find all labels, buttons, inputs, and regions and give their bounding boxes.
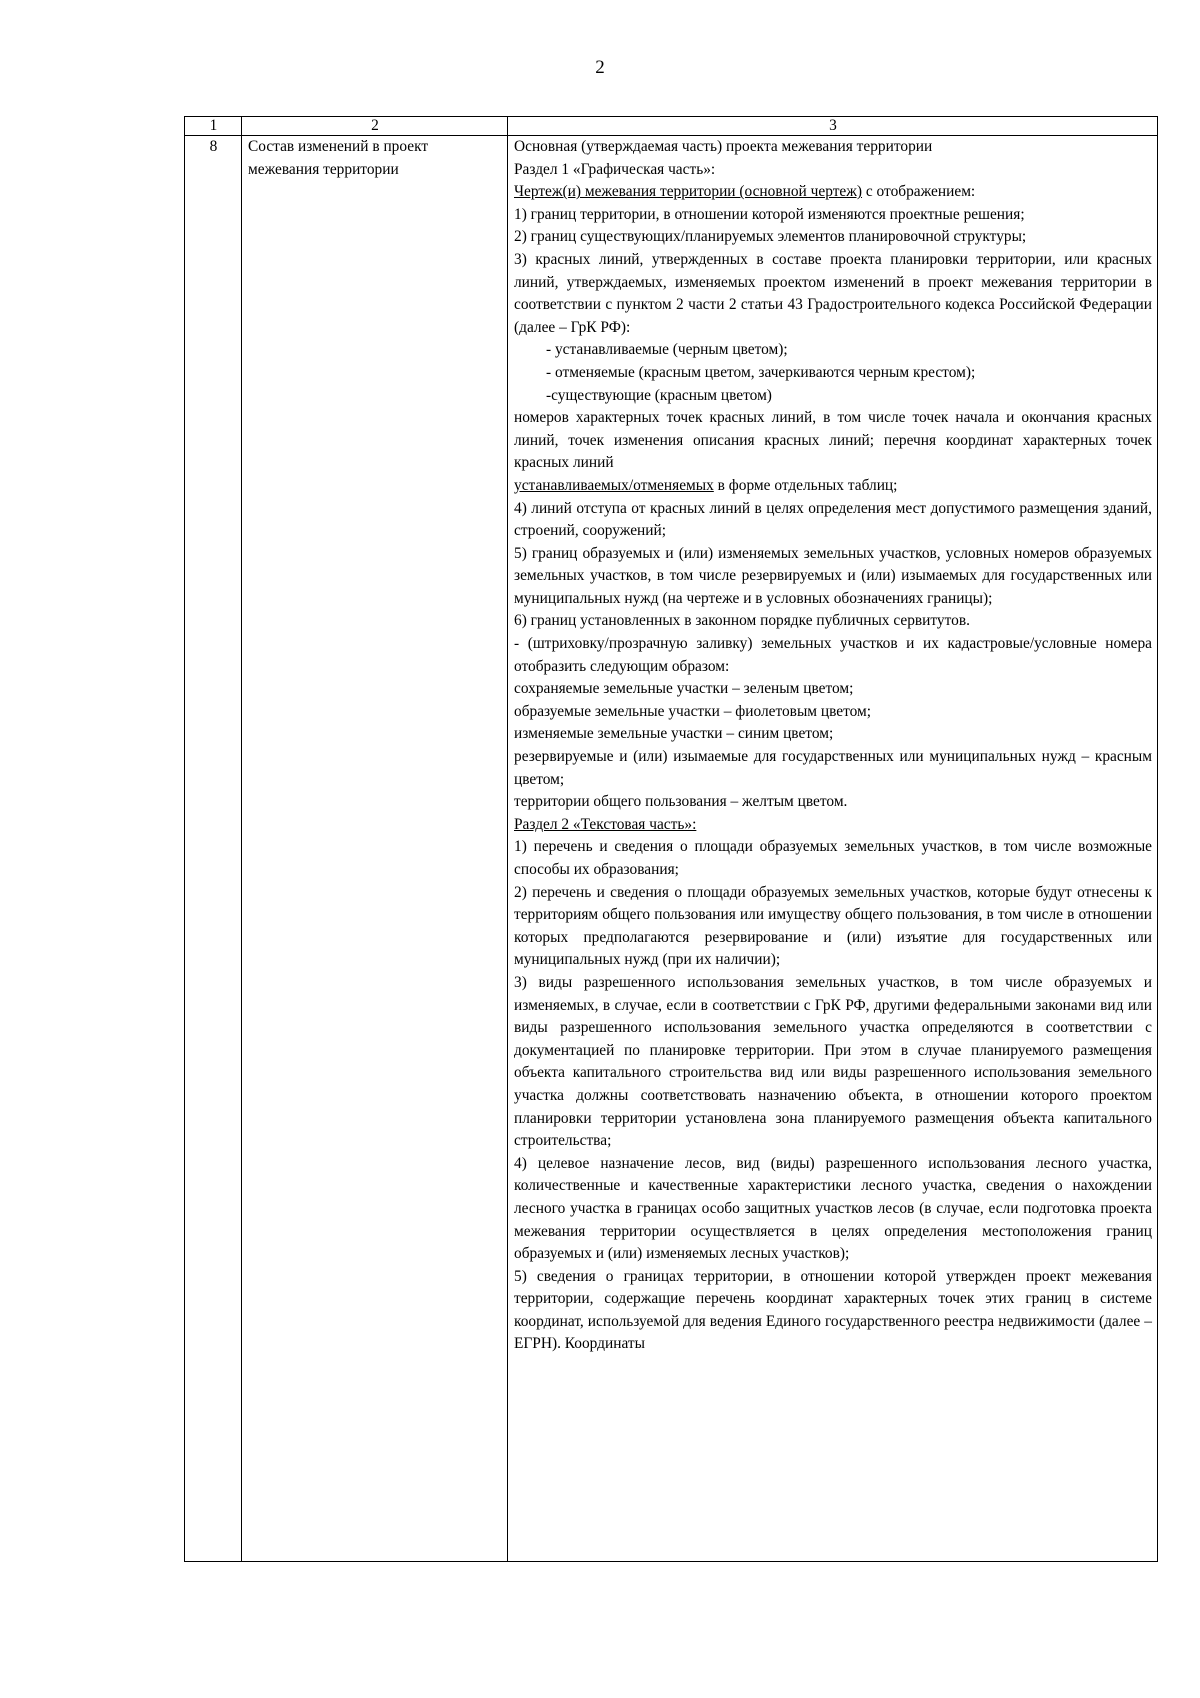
row-title: Состав изменений в проект межевания территории	[242, 136, 508, 1562]
content-paragraph: 5) сведения о границах территории, в отношении которой утвержден проект межевания территории, содержащие перечень координат характерных точек этих границ в системе координат, используемой для ведения Единого государственного реестра недвижимости (далее – ЕГРН). Координаты	[514, 1267, 1152, 1353]
content-paragraph: изменяемые земельные участки – синим цветом;	[514, 725, 834, 743]
content-paragraph	[514, 475, 1152, 498]
content-paragraph: 4) целевое назначение лесов, вид (виды) разрешенного использования лесного участка, количественные и качественные характеристики лесного участка, сведения о нахождении лесного участка в границах особо защитных участков лесов (в случае, если подготовка проекта межевания территории осуществляется в целях определения местоположения границ образуемых и (или) изменяемых лесных участков);	[514, 1154, 1152, 1263]
content-paragraph: 1) перечень и сведения о площади образуемых земельных участков, в том числе возможные способы их образования;	[514, 838, 1152, 878]
content-paragraph: 2) перечень и сведения о площади образуемых земельных участков, которые будут отнесены к территориям общего пользования или имуществу общего пользования, в том числе в отношении которых предполагаются резервирование и (или) изъятие для государственных или муниципальных нужд (при их наличии);	[514, 883, 1152, 969]
content-paragraph: 4) линий отступа от красных линий в целях определения мест допустимого размещения зданий, строений, сооружений;	[514, 499, 1152, 540]
underlined-text: устанавливаемых/отменяемых	[514, 476, 714, 494]
content-paragraph	[514, 814, 1152, 837]
paragraph-text: в форме отдельных таблиц;	[713, 476, 898, 494]
content-paragraph: 5) границ образуемых и (или) изменяемых земельных участков, условных номеров образуемых земельных участков, в том числе резервируемых и (или) изымаемых для государственных или муниципальных нужд (на чертеже и в условных обозначениях границы);	[514, 544, 1152, 607]
column-header-2: 2	[242, 117, 508, 136]
row-content	[508, 136, 1158, 1562]
column-header-3: 3	[508, 117, 1158, 136]
content-paragraph: Раздел 1 «Графическая часть»:	[514, 160, 716, 178]
content-paragraph: - (штриховку/прозрачную заливку) земельных участков и их кадастровые/условные номера отобразить следующим образом:	[514, 635, 1152, 675]
underlined-text: Чертеж(и) межевания территории (основной чертеж)	[514, 183, 863, 201]
content-paragraph: резервируемые и (или) изымаемые для государственных или муниципальных нужд – красным цветом;	[514, 748, 1152, 788]
underlined-text: Раздел 2 «Текстовая часть»:	[514, 815, 697, 833]
content-paragraph: -существующие (красным цветом)	[546, 386, 772, 404]
content-paragraph: Основная (утверждаемая часть) проекта межевания территории	[514, 138, 933, 155]
row-number: 8	[185, 136, 242, 1562]
page-number: 2	[595, 57, 605, 78]
paragraph-text: с отображением:	[862, 183, 976, 201]
column-header-1: 1	[185, 117, 242, 136]
content-paragraph: образуемые земельные участки – фиолетовым цветом;	[514, 702, 872, 720]
table-row	[185, 136, 1158, 1562]
content-paragraph: территории общего пользования – желтым цветом.	[514, 793, 848, 811]
content-paragraph: 3) виды разрешенного использования земельных участков, в том числе образуемых и изменяемых, в случае, если в соответствии с ГрК РФ, другими федеральными законами вид или виды разрешенного использования земельного участка определяются в соответствии с документацией по планировке территории. При этом в случае планируемого размещения объекта капитального строительства вид или виды разрешенного использования земельного участка должны соответствовать назначению объекта, в отношении которого проектом планировки территории установлена зона планируемого размещения объекта капитального строительства;	[514, 973, 1152, 1150]
content-paragraph: 3) красных линий, утвержденных в составе проекта планировки территории, или красных линий, утверждаемых, изменяемых проектом изменений в проект межевания территории в соответствии с пунктом 2 части 2 статьи 43 Градостроительного кодекса Российской Федерации (далее – ГрК РФ):	[514, 250, 1152, 336]
project-composition-table	[184, 116, 1158, 1562]
content-paragraph	[514, 181, 1152, 204]
content-paragraph: номеров характерных точек красных линий, в том числе точек начала и окончания красных линий, точек изменения описания красных линий; перечня координат характерных точек красных линий	[514, 409, 1152, 472]
content-paragraph: - устанавливаемые (черным цветом);	[546, 341, 788, 359]
content-paragraph: - отменяемые (красным цветом, зачеркиваются черным крестом);	[546, 363, 976, 381]
table-header-row	[185, 117, 1158, 136]
content-paragraph: сохраняемые земельные участки – зеленым цветом;	[514, 680, 854, 698]
content-paragraph: 1) границ территории, в отношении которой изменяются проектные решения;	[514, 205, 1025, 223]
content-paragraph: 2) границ существующих/планируемых элементов планировочной структуры;	[514, 228, 1027, 246]
content-paragraph: 6) границ установленных в законном порядке публичных сервитутов.	[514, 612, 970, 630]
